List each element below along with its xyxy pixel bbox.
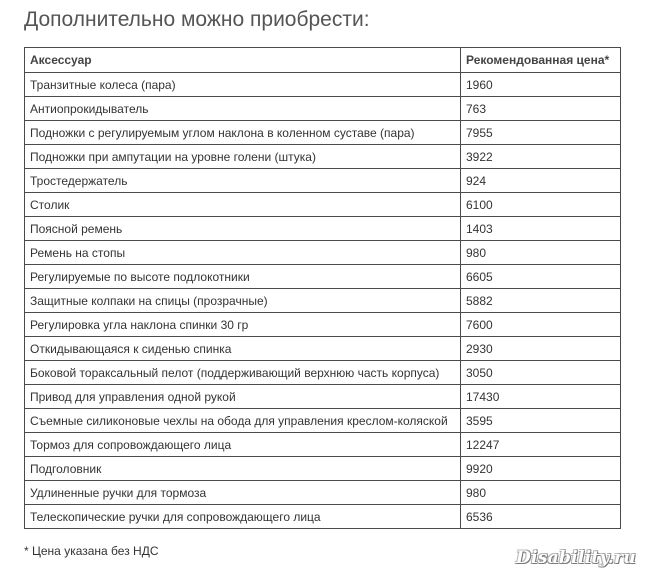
accessory-name-cell: Подножки при ампутации на уровне голени (штука) [25,145,461,169]
table-row [25,457,621,481]
accessory-name-cell: Откидывающаяся к сиденью спинка [25,337,461,361]
accessory-price-cell: 3922 [461,145,621,169]
accessory-name-cell: Тормоз для сопровождающего лица [25,433,461,457]
column-header-price: Рекомендованная цена* [461,48,621,73]
table-row [25,409,621,433]
table-row [25,481,621,505]
accessory-name-cell: Съемные силиконовые чехлы на обода для управления креслом-коляской [25,409,461,433]
accessory-name-cell: Антиопрокидыватель [25,97,461,121]
accessory-price-cell: 9920 [461,457,621,481]
accessory-name-cell: Транзитные колеса (пара) [25,73,461,97]
accessory-price-cell: 5882 [461,289,621,313]
accessory-price-cell: 6100 [461,193,621,217]
table-row [25,241,621,265]
accessory-name-cell: Подножки с регулируемым углом наклона в коленном суставе (пара) [25,121,461,145]
table-row [25,313,621,337]
accessory-price-cell: 1960 [461,73,621,97]
accessory-name-cell: Регулировка угла наклона спинки 30 гр [25,313,461,337]
accessory-name-cell: Телескопические ручки для сопровождающего лица [25,505,461,529]
accessory-name-cell: Боковой тораксальный пелот (поддерживающий верхнюю часть корпуса) [25,361,461,385]
accessory-name-cell: Защитные колпаки на спицы (прозрачные) [25,289,461,313]
footnote: * Цена указана без НДС [24,544,159,558]
table-row [25,169,621,193]
accessory-price-cell: 2930 [461,337,621,361]
accessory-price-cell: 924 [461,169,621,193]
accessory-price-cell: 7955 [461,121,621,145]
table-header-row [25,48,621,73]
accessory-name-cell: Удлиненные ручки для тормоза [25,481,461,505]
table-row [25,385,621,409]
table-row [25,433,621,457]
accessory-price-cell: 6536 [461,505,621,529]
table-row [25,361,621,385]
table-row [25,121,621,145]
accessory-price-cell: 6605 [461,265,621,289]
table-row [25,73,621,97]
table-row [25,193,621,217]
accessory-price-cell: 7600 [461,313,621,337]
accessory-price-cell: 1403 [461,217,621,241]
accessory-name-cell: Регулируемые по высоте подлокотники [25,265,461,289]
accessory-price-cell: 980 [461,481,621,505]
table-body [25,73,621,529]
table-row [25,337,621,361]
table-row [25,217,621,241]
table-row [25,145,621,169]
accessory-price-cell: 763 [461,97,621,121]
table-row [25,505,621,529]
accessories-price-table [24,47,621,529]
table-row [25,265,621,289]
column-header-accessory: Аксессуар [25,48,461,73]
accessory-name-cell: Ремень на стопы [25,241,461,265]
accessory-price-cell: 980 [461,241,621,265]
table-row [25,289,621,313]
accessory-name-cell: Поясной ремень [25,217,461,241]
accessory-price-cell: 3595 [461,409,621,433]
table-row [25,97,621,121]
watermark: Disability.ru [516,548,636,568]
accessory-price-cell: 3050 [461,361,621,385]
accessory-name-cell: Подголовник [25,457,461,481]
accessory-price-cell: 12247 [461,433,621,457]
accessory-name-cell: Привод для управления одной рукой [25,385,461,409]
accessory-name-cell: Тростедержатель [25,169,461,193]
page-title: Дополнительно можно приобрести: [24,8,370,31]
accessory-price-cell: 17430 [461,385,621,409]
accessory-name-cell: Столик [25,193,461,217]
